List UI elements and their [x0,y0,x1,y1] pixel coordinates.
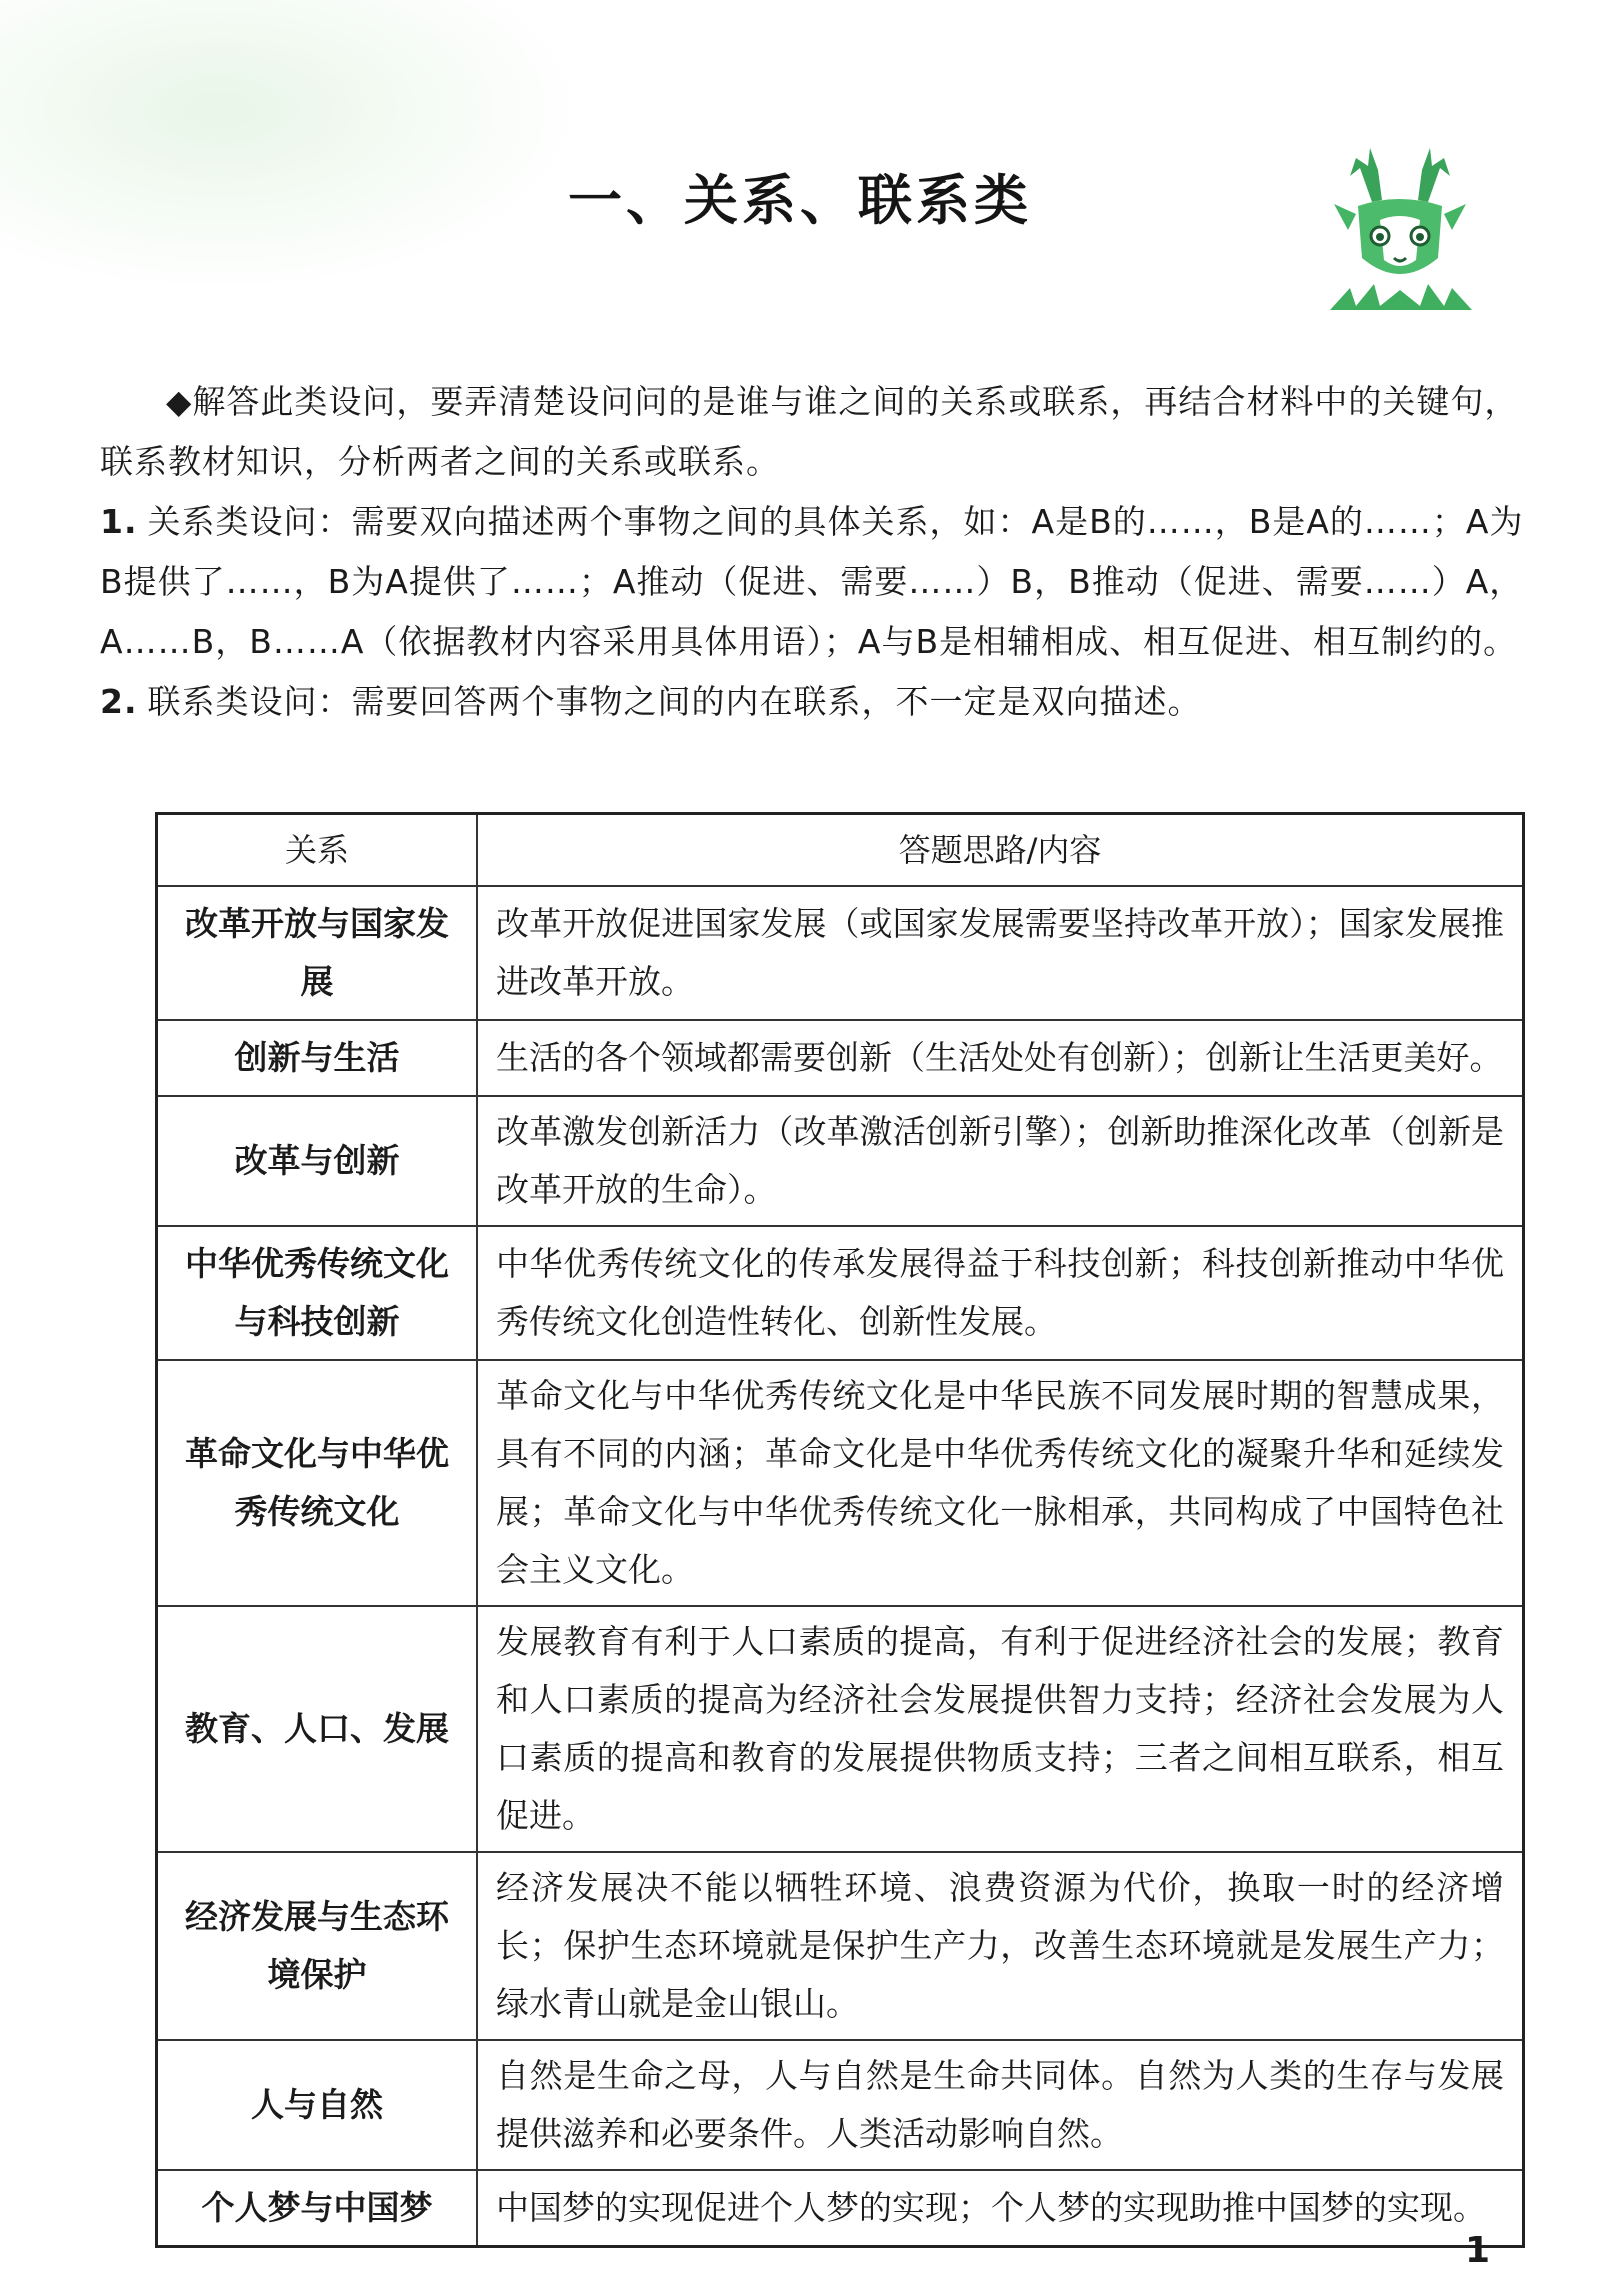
point-connection [100,672,1535,732]
row-value: 发展教育有利于人口素质的提高，有利于促进经济社会的发展；教育和人口素质的提高为经济社会发展提供智力支持；经济社会发展为人口素质的提高和教育的发展提供物质支持；三者之间相互联系，相互促进。 [477,1606,1524,1852]
table-row [157,1226,1524,1360]
row-key: 经济发展与生态环境保护 [157,1852,478,2040]
table-row [157,2170,1524,2247]
row-key: 改革开放与国家发展 [157,886,478,1020]
intro-lead: ◆解答此类设问，要弄清楚设问问的是谁与谁之间的关系或联系，再结合材料中的关键句，联系教材知识，分析两者之间的关系或联系。 [100,382,1519,481]
point-1-number: 1. [100,502,138,541]
table-row [157,1606,1524,1852]
row-value: 中国梦的实现促进个人梦的实现；个人梦的实现助推中国梦的实现。 [477,2170,1524,2247]
table-row [157,1020,1524,1096]
point-2-number: 2. [100,682,138,721]
point-1-text: 关系类设问：需要双向描述两个事物之间的具体关系，如：A是B的……，B是A的……；A为B提供了……，B为A提供了……；A推动（促进、需要……）B，B推动（促进、需要……）A，A……B，B……A（依据教材内容采用具体用语）；A与B是相辅相成、相互促进、相互制约的。 [100,502,1524,661]
point-relation [100,492,1535,672]
point-2-text: 联系类设问：需要回答两个事物之间的内在联系，不一定是双向描述。 [147,682,1202,721]
table-row [157,1852,1524,2040]
row-key: 改革与创新 [157,1096,478,1226]
table-row [157,1360,1524,1606]
table-header-row [157,814,1524,887]
row-key: 中华优秀传统文化与科技创新 [157,1226,478,1360]
header-answer-approach: 答题思路/内容 [477,814,1524,887]
row-key: 个人梦与中国梦 [157,2170,478,2247]
row-value: 中华优秀传统文化的传承发展得益于科技创新；科技创新推动中华优秀传统文化创造性转化、创新性发展。 [477,1226,1524,1360]
header-relation: 关系 [157,814,478,887]
row-value: 改革激发创新活力（改革激活创新引擎）；创新助推深化改革（创新是改革开放的生命）。 [477,1096,1524,1226]
intro-text [100,372,1535,732]
row-key: 教育、人口、发展 [157,1606,478,1852]
row-value: 经济发展决不能以牺牲环境、浪费资源为代价，换取一时的经济增长；保护生态环境就是保护生产力，改善生态环境就是发展生产力；绿水青山就是金山银山。 [477,1852,1524,2040]
row-key: 创新与生活 [157,1020,478,1096]
table-row [157,2040,1524,2170]
relation-table [155,812,1525,2248]
row-value: 生活的各个领域都需要创新（生活处处有创新）；创新让生活更美好。 [477,1020,1524,1096]
page-title: 一、关系、联系类 [568,169,1032,232]
row-key: 革命文化与中华优秀传统文化 [157,1360,478,1606]
page-number: 1 [1464,2230,1490,2271]
row-key: 人与自然 [157,2040,478,2170]
green-deer-mascot-icon [1320,140,1480,320]
table-row [157,886,1524,1020]
table-row [157,1096,1524,1226]
row-value: 改革开放促进国家发展（或国家发展需要坚持改革开放）；国家发展推进改革开放。 [477,886,1524,1020]
row-value: 革命文化与中华优秀传统文化是中华民族不同发展时期的智慧成果，具有不同的内涵；革命文化是中华优秀传统文化的凝聚升华和延续发展；革命文化与中华优秀传统文化一脉相承，共同构成了中国特色社会主义文化。 [477,1360,1524,1606]
row-value: 自然是生命之母，人与自然是生命共同体。自然为人类的生存与发展提供滋养和必要条件。人类活动影响自然。 [477,2040,1524,2170]
